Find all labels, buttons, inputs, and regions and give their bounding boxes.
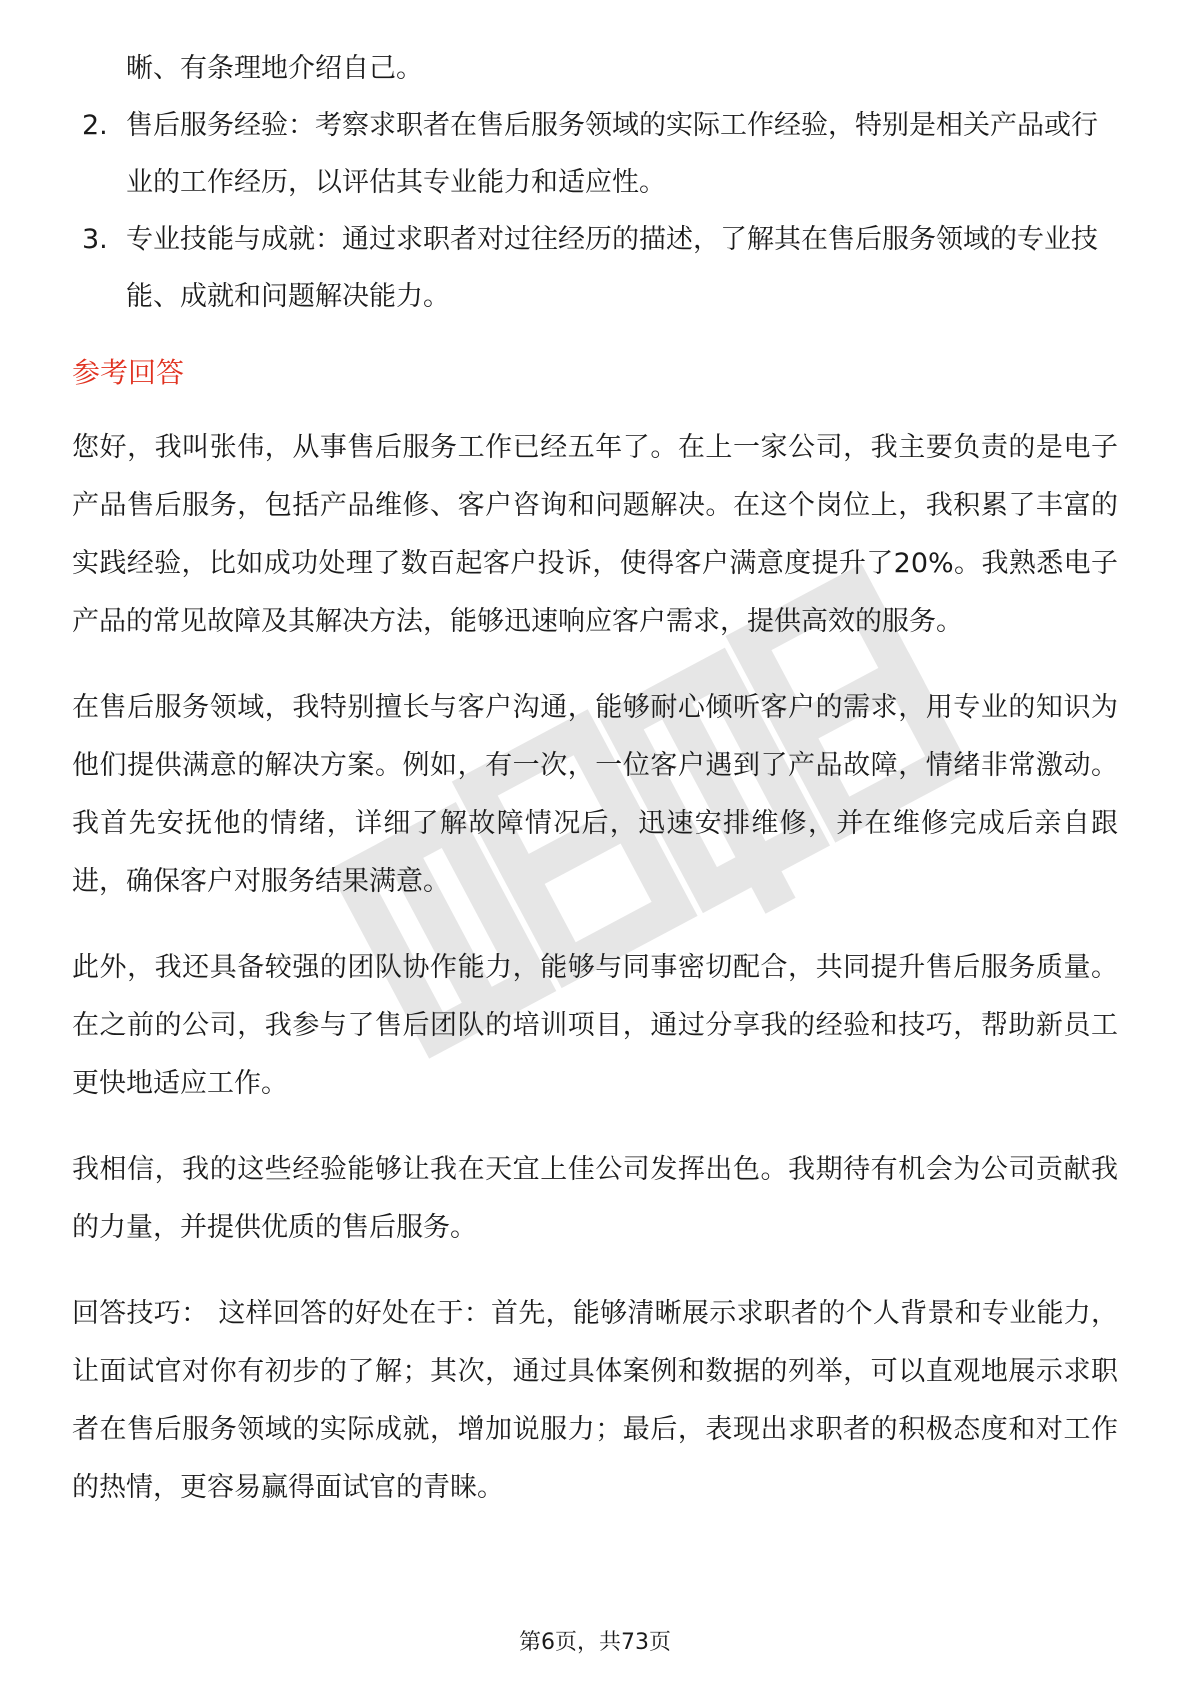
list-item-text: 专业技能与成就：通过求职者对过往经历的描述，了解其在售后服务领域的专业技能、成就和问题解决能力。 xyxy=(126,224,1098,312)
list-item-text: 晰、有条理地介绍自己。 xyxy=(126,53,423,84)
list-item xyxy=(72,211,1118,325)
answer-paragraph: 我相信，我的这些经验能够让我在天宜上佳公司发挥出色。我期待有机会为公司贡献我的力量，并提供优质的售后服务。 xyxy=(72,1154,1118,1243)
list-item-text: 售后服务经验：考察求职者在售后服务领域的实际工作经验，特别是相关产品或行业的工作经历，以评估其专业能力和适应性。 xyxy=(126,110,1098,198)
page-number: 第6页，共73页 xyxy=(519,1630,671,1655)
criteria-list xyxy=(72,40,1118,325)
section-heading: 参考回答 xyxy=(72,356,185,389)
tips-paragraph xyxy=(72,1285,1118,1517)
tips-label: 回答技巧： xyxy=(72,1298,209,1329)
answer-paragraph: 您好，我叫张伟，从事售后服务工作已经五年了。在上一家公司，我主要负责的是电子产品售后服务，包括产品维修、客户咨询和问题解决。在这个岗位上，我积累了丰富的实践经验，比如成功处理了数百起客户投诉，使得客户满意度提升了20%。我熟悉电子产品的常见故障及其解决方法，能够迅速响应客户需求，提供高效的服务。 xyxy=(72,432,1118,637)
answer-paragraph: 此外，我还具备较强的团队协作能力，能够与同事密切配合，共同提升售后服务质量。在之前的公司，我参与了售后团队的培训项目，通过分享我的经验和技巧，帮助新员工更快地适应工作。 xyxy=(72,952,1118,1099)
tips-text: 这样回答的好处在于：首先，能够清晰展示求职者的个人背景和专业能力，让面试官对你有初步的了解；其次，通过具体案例和数据的列举，可以直观地展示求职者在售后服务领域的实际成就，增加说服力；最后，表现出求职者的积极态度和对工作的热情，更容易赢得面试官的青睐。 xyxy=(72,1298,1119,1503)
list-item xyxy=(72,97,1118,211)
list-item-continuation xyxy=(72,40,1118,97)
answer-paragraph: 在售后服务领域，我特别擅长与客户沟通，能够耐心倾听客户的需求，用专业的知识为他们提供满意的解决方案。例如，有一次，一位客户遇到了产品故障，情绪非常激动。我首先安抚他的情绪，详细了解故障情况后，迅速安排维修，并在维修完成后亲自跟进，确保客户对服务结果满意。 xyxy=(72,692,1118,897)
list-item-number: 2. xyxy=(82,110,108,141)
list-item-number: 3. xyxy=(82,224,108,255)
page-content xyxy=(72,40,1118,1545)
